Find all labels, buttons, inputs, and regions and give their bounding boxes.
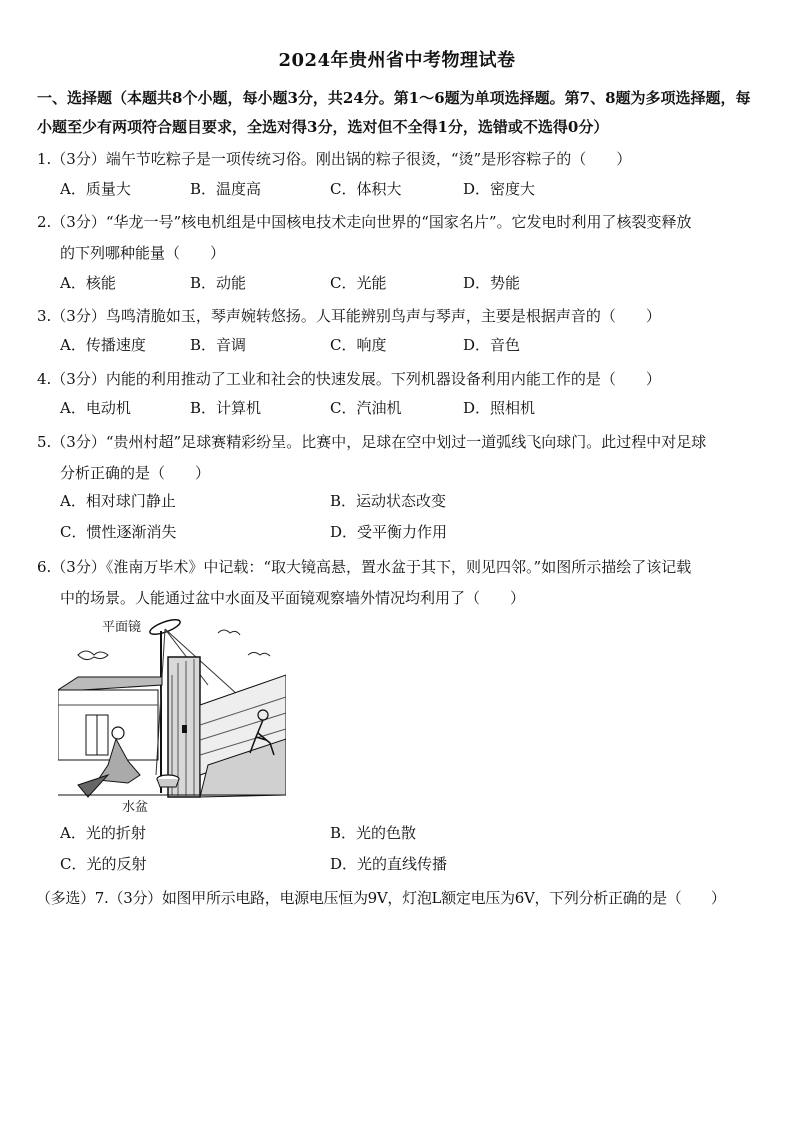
option-a: A．质量大 (60, 180, 131, 198)
option-c: C．光的反射 (60, 855, 147, 873)
question-7 (36, 883, 766, 914)
section-instructions: 一、选择题（本题共8个小题，每小题3分，共24分。第1～6题为单项选择题。第7、8题为多项选择题，每小题至少有两项符合题目要求，全选对得3分，选对但不全得1分，选错或不选得0分） (37, 89, 751, 136)
question-stem-continued: 分析正确的是（ ） (60, 464, 211, 482)
option-d: D．受平衡力作用 (330, 523, 448, 541)
option-b: B．温度高 (190, 180, 262, 198)
question-stem: 2.（3分）“华龙一号”核电机组是中国核电技术走向世界的“国家名片”。它发电时利用了核裂变释放 (37, 213, 692, 231)
option-c: C．体积大 (330, 180, 402, 198)
label-plane-mirror: 平面镜 (102, 620, 142, 635)
question-stem: 4.（3分）内能的利用推动了工业和社会的快速发展。下列机器设备利用内能工作的是（ ） (37, 370, 661, 388)
question-stem: 5.（3分）“贵州村超”足球赛精彩纷呈。比赛中，足球在空中划过一道弧线飞向球门。此过程中对足球 (37, 433, 707, 451)
question-6-figure (58, 615, 286, 815)
question-stem: 3.（3分）鸟鸣清脆如玉，琴声婉转悠扬。人耳能辨别鸟声与琴声，主要是根据声音的（ ） (37, 307, 661, 325)
question-4 (37, 364, 761, 395)
option-c: C．光能 (330, 274, 387, 292)
question-stem: 6.（3分）《淮南万毕术》中记载：“取大镜高悬，置水盆于其下，则见四邻。”如图所示描绘了该记载 (37, 558, 692, 576)
exam-title: 2024年贵州省中考物理试卷 (278, 50, 516, 71)
question-stem-continued: 中的场景。人能通过盆中水面及平面镜观察墙外情况均利用了（ ） (60, 589, 526, 607)
question-5 (37, 427, 761, 489)
question-1 (37, 144, 761, 175)
option-d: D．光的直线传播 (330, 855, 448, 873)
question-3 (37, 301, 761, 332)
option-b: B．光的色散 (330, 824, 417, 842)
option-d: D．密度大 (463, 180, 536, 198)
question-6 (37, 552, 761, 614)
option-b: B．计算机 (190, 399, 262, 417)
option-d: D．势能 (463, 274, 521, 292)
option-d: D．音色 (463, 336, 521, 354)
option-a: A．光的折射 (60, 824, 146, 842)
option-a: A．电动机 (60, 399, 131, 417)
option-d: D．照相机 (463, 399, 536, 417)
option-c: C．惯性逐渐消失 (60, 523, 177, 541)
question-stem-continued: 的下列哪种能量（ ） (60, 244, 226, 262)
mirror-scene-illustration (58, 615, 286, 815)
option-c: C．响度 (330, 336, 387, 354)
question-stem: （多选）7.（3分）如图甲所示电路，电源电压恒为9V，灯泡L额定电压为6V，下列分析正确的是（ ） (36, 889, 726, 907)
option-c: C．汽油机 (330, 399, 402, 417)
option-a: A．传播速度 (60, 336, 146, 354)
option-b: B．音调 (190, 336, 247, 354)
question-stem: 1.（3分）端午节吃粽子是一项传统习俗。刚出锅的粽子很烫，“烫”是形容粽子的（ ） (37, 150, 632, 168)
option-b: B．运动状态改变 (330, 492, 447, 510)
option-b: B．动能 (190, 274, 247, 292)
option-a: A．核能 (60, 274, 116, 292)
option-a: A．相对球门静止 (60, 492, 176, 510)
question-2 (37, 207, 761, 269)
label-water-basin: 水盆 (122, 800, 149, 815)
